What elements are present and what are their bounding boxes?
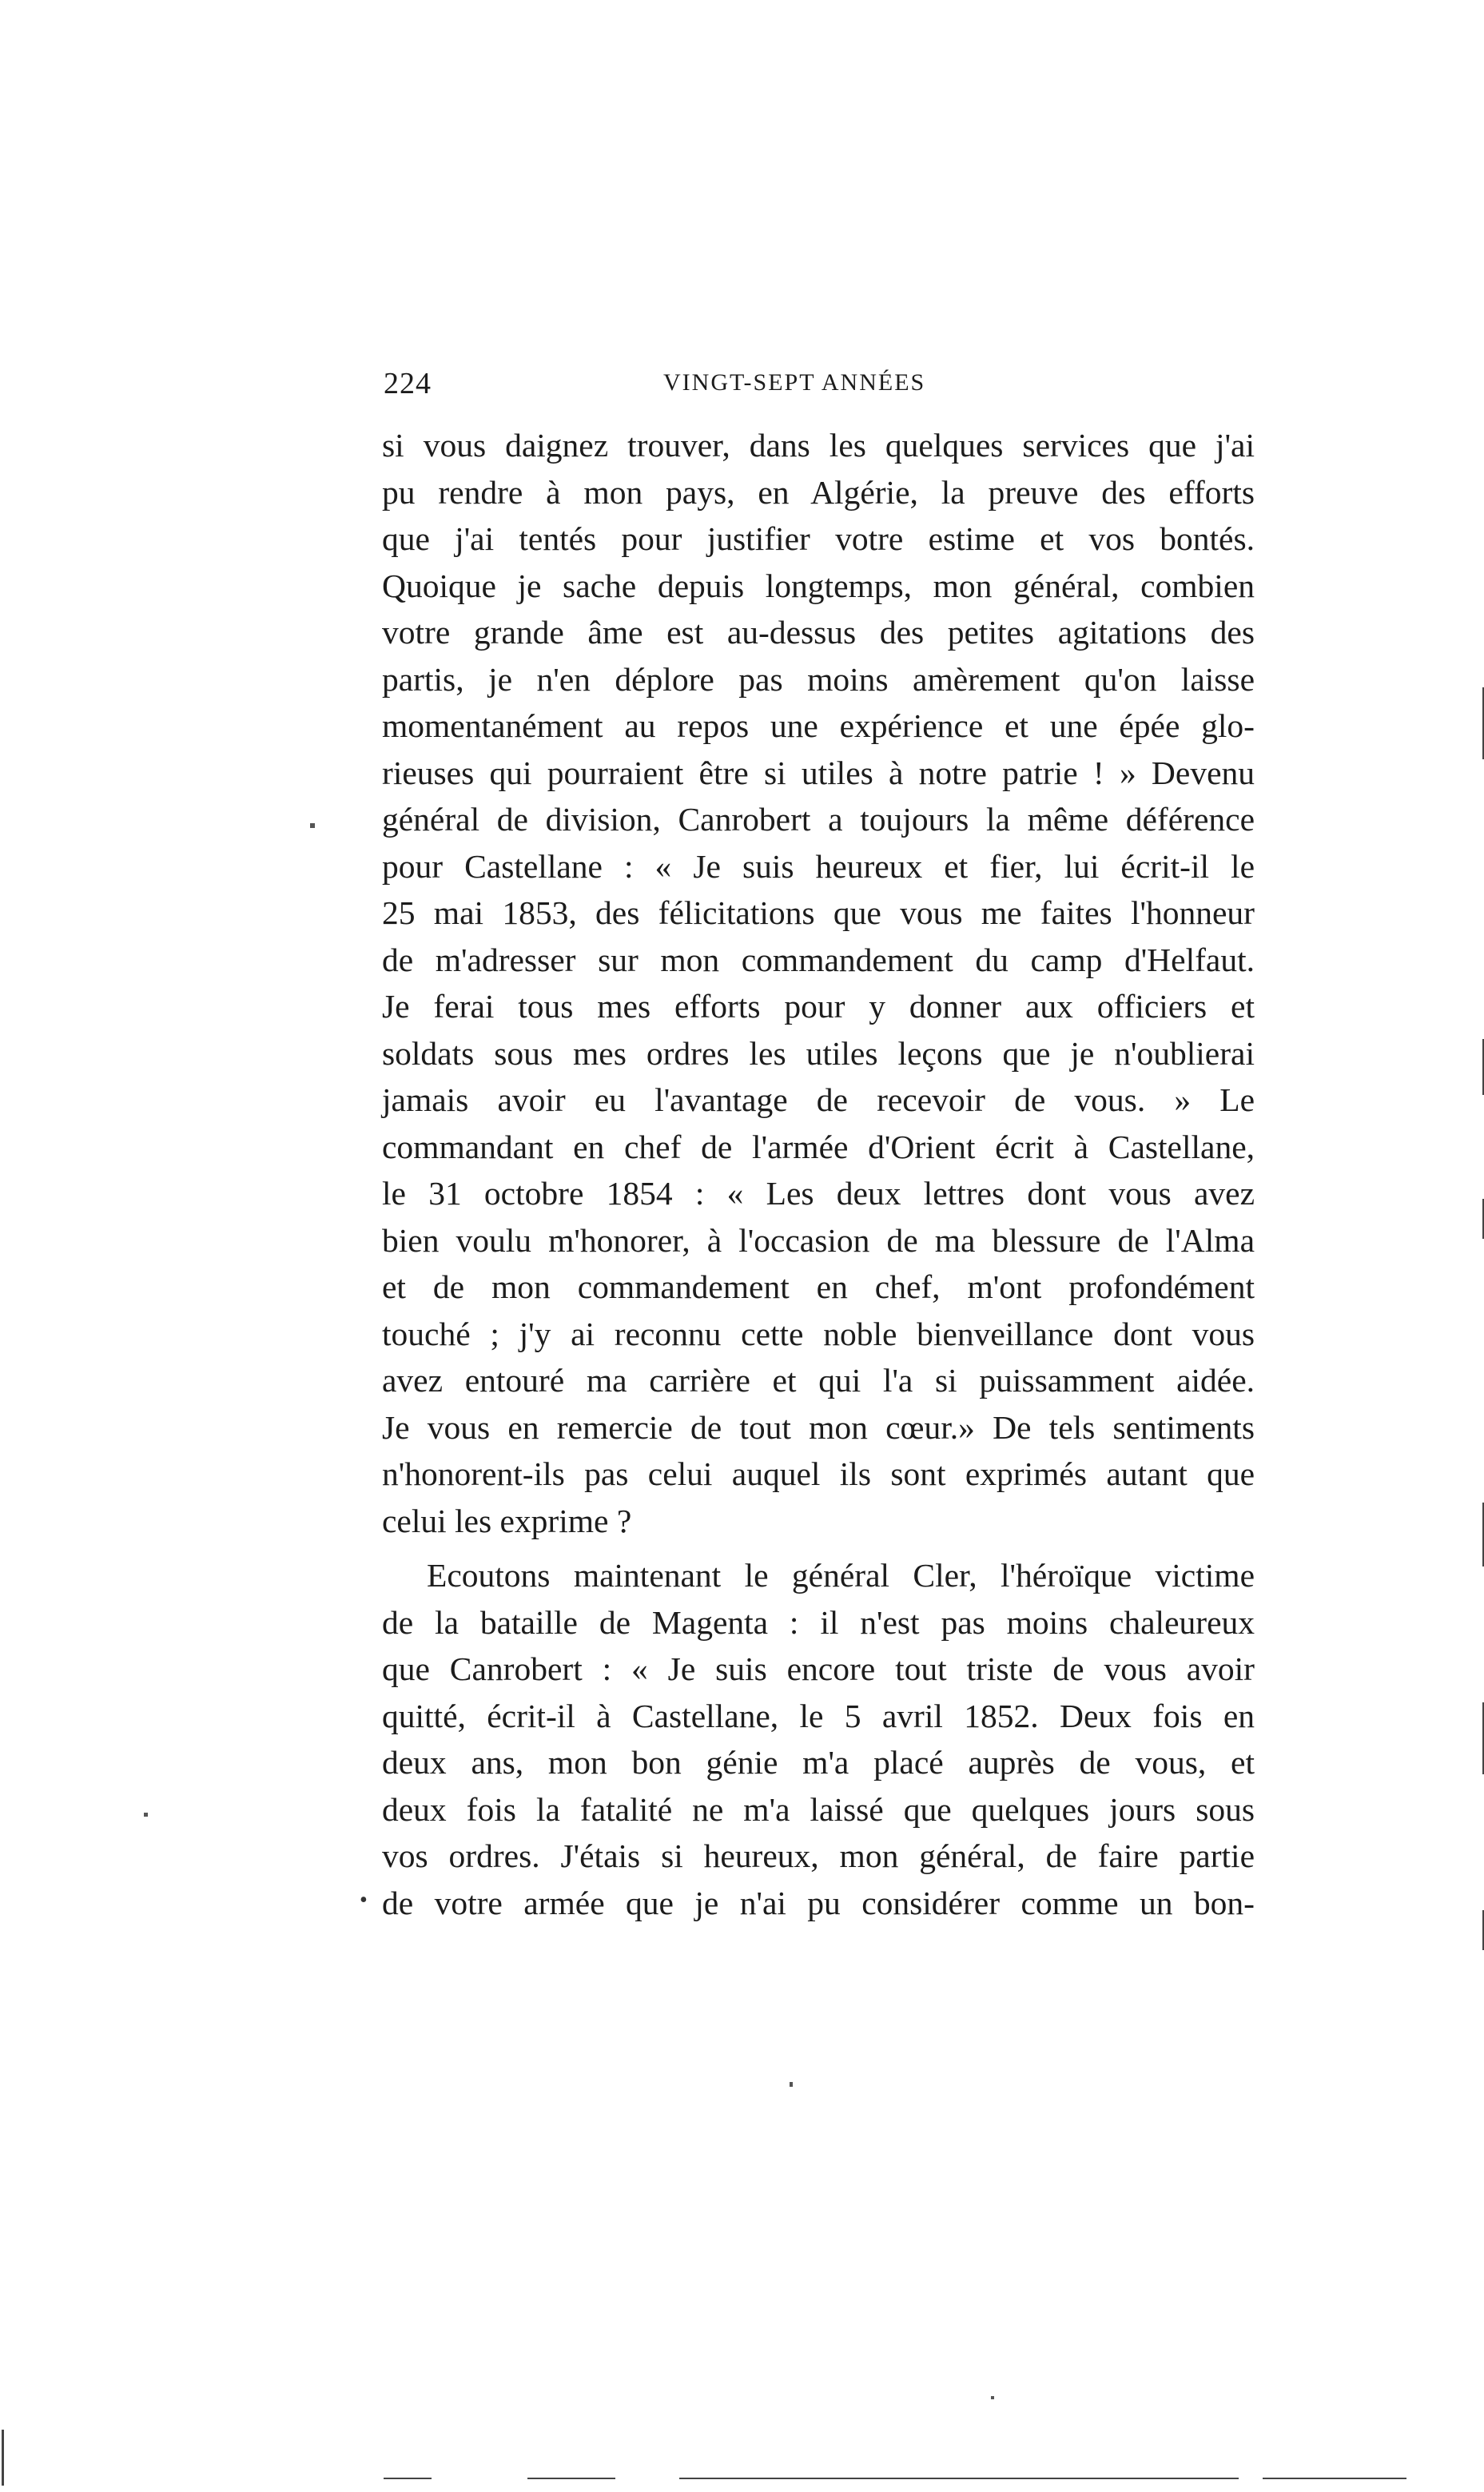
text-line: vos ordres. J'étais si heureux, mon général, de faire partie bbox=[382, 1837, 1255, 1874]
body-text bbox=[382, 422, 1255, 1926]
scan-speck bbox=[991, 2396, 994, 2399]
text-line: jamais avoir eu l'avantage de recevoir de vous. » Le bbox=[382, 1081, 1255, 1118]
text-line: commandant en chef de l'armée d'Orient écrit à Castellane, bbox=[382, 1128, 1255, 1165]
margin-bullet: • bbox=[360, 1888, 368, 1913]
bottom-edge-line bbox=[1263, 2478, 1406, 2479]
paragraph-1 bbox=[382, 422, 1255, 1544]
text-line: de m'adresser sur mon commandement du camp d'Helfaut. bbox=[382, 941, 1255, 978]
text-line: de la bataille de Magenta : il n'est pas moins chaleureux bbox=[382, 1603, 1255, 1641]
text-line: n'honorent-ils pas celui auquel ils sont exprimés autant que bbox=[382, 1455, 1255, 1492]
text-line: deux ans, mon bon génie m'a placé auprès de vous, et bbox=[382, 1744, 1255, 1781]
running-head bbox=[384, 366, 1263, 414]
page-number: 224 bbox=[384, 367, 432, 400]
text-line: touché ; j'y ai reconnu cette noble bienveillance dont vous bbox=[382, 1315, 1255, 1352]
text-line: celui les exprime ? bbox=[382, 1502, 632, 1539]
text-line: si vous daignez trouver, dans les quelques services que j'ai bbox=[382, 427, 1255, 464]
text-line: de votre armée que je n'ai pu considérer comme un bon- bbox=[382, 1884, 1255, 1921]
text-line: deux fois la fatalité ne m'a laissé que quelques jours sous bbox=[382, 1790, 1255, 1828]
text-line: Je ferai tous mes efforts pour y donner aux officiers et bbox=[382, 988, 1255, 1025]
paragraph-2 bbox=[382, 1552, 1255, 1926]
text-line: Quoique je sache depuis longtemps, mon général, combien bbox=[382, 567, 1255, 604]
text-line: que j'ai tentés pour justifier votre estime et vos bontés. bbox=[382, 520, 1255, 557]
text-line: 25 mai 1853, des félicitations que vous me faites l'honneur bbox=[382, 894, 1255, 931]
bottom-edge-line bbox=[679, 2478, 1239, 2479]
bottom-edge-line bbox=[384, 2478, 432, 2479]
text-line: momentanément au repos une expérience et une épée glo- bbox=[382, 707, 1255, 744]
bottom-edge-line bbox=[527, 2478, 615, 2479]
text-line: Ecoutons maintenant le général Cler, l'héroïque victime bbox=[427, 1557, 1255, 1594]
text-line: que Canrobert : « Je suis encore tout triste de vous avoir bbox=[382, 1650, 1255, 1687]
text-line: Je vous en remercie de tout mon cœur.» De tels sentiments bbox=[382, 1408, 1255, 1446]
text-line: quitté, écrit-il à Castellane, le 5 avril 1852. Deux fois en bbox=[382, 1697, 1255, 1734]
text-line: partis, je n'en déplore pas moins amèrement qu'on laisse bbox=[382, 660, 1255, 698]
text-line: et de mon commandement en chef, m'ont profondément bbox=[382, 1268, 1255, 1305]
edge-mark bbox=[2, 2430, 4, 2486]
text-line: soldats sous mes ordres les utiles leçons que je n'oublierai bbox=[382, 1034, 1255, 1072]
text-line: votre grande âme est au-dessus des petites agitations des bbox=[382, 614, 1255, 651]
text-line: pour Castellane : « Je suis heureux et fier, lui écrit-il le bbox=[382, 847, 1255, 885]
text-line: bien voulu m'honorer, à l'occasion de ma blessure de l'Alma bbox=[382, 1221, 1255, 1259]
text-line: le 31 octobre 1854 : « Les deux lettres dont vous avez bbox=[382, 1175, 1255, 1212]
running-title: VINGT-SEPT ANNÉES bbox=[663, 369, 926, 396]
scan-speck bbox=[790, 2082, 793, 2087]
text-line: avez entouré ma carrière et qui l'a si puissamment aidée. bbox=[382, 1362, 1255, 1399]
scan-speck bbox=[144, 1813, 148, 1817]
text-line: général de division, Canrobert a toujours la même déférence bbox=[382, 801, 1255, 838]
text-line: pu rendre à mon pays, en Algérie, la preuve des efforts bbox=[382, 473, 1255, 511]
scan-speck bbox=[310, 823, 315, 828]
text-line: rieuses qui pourraient être si utiles à notre patrie ! » Devenu bbox=[382, 754, 1255, 791]
